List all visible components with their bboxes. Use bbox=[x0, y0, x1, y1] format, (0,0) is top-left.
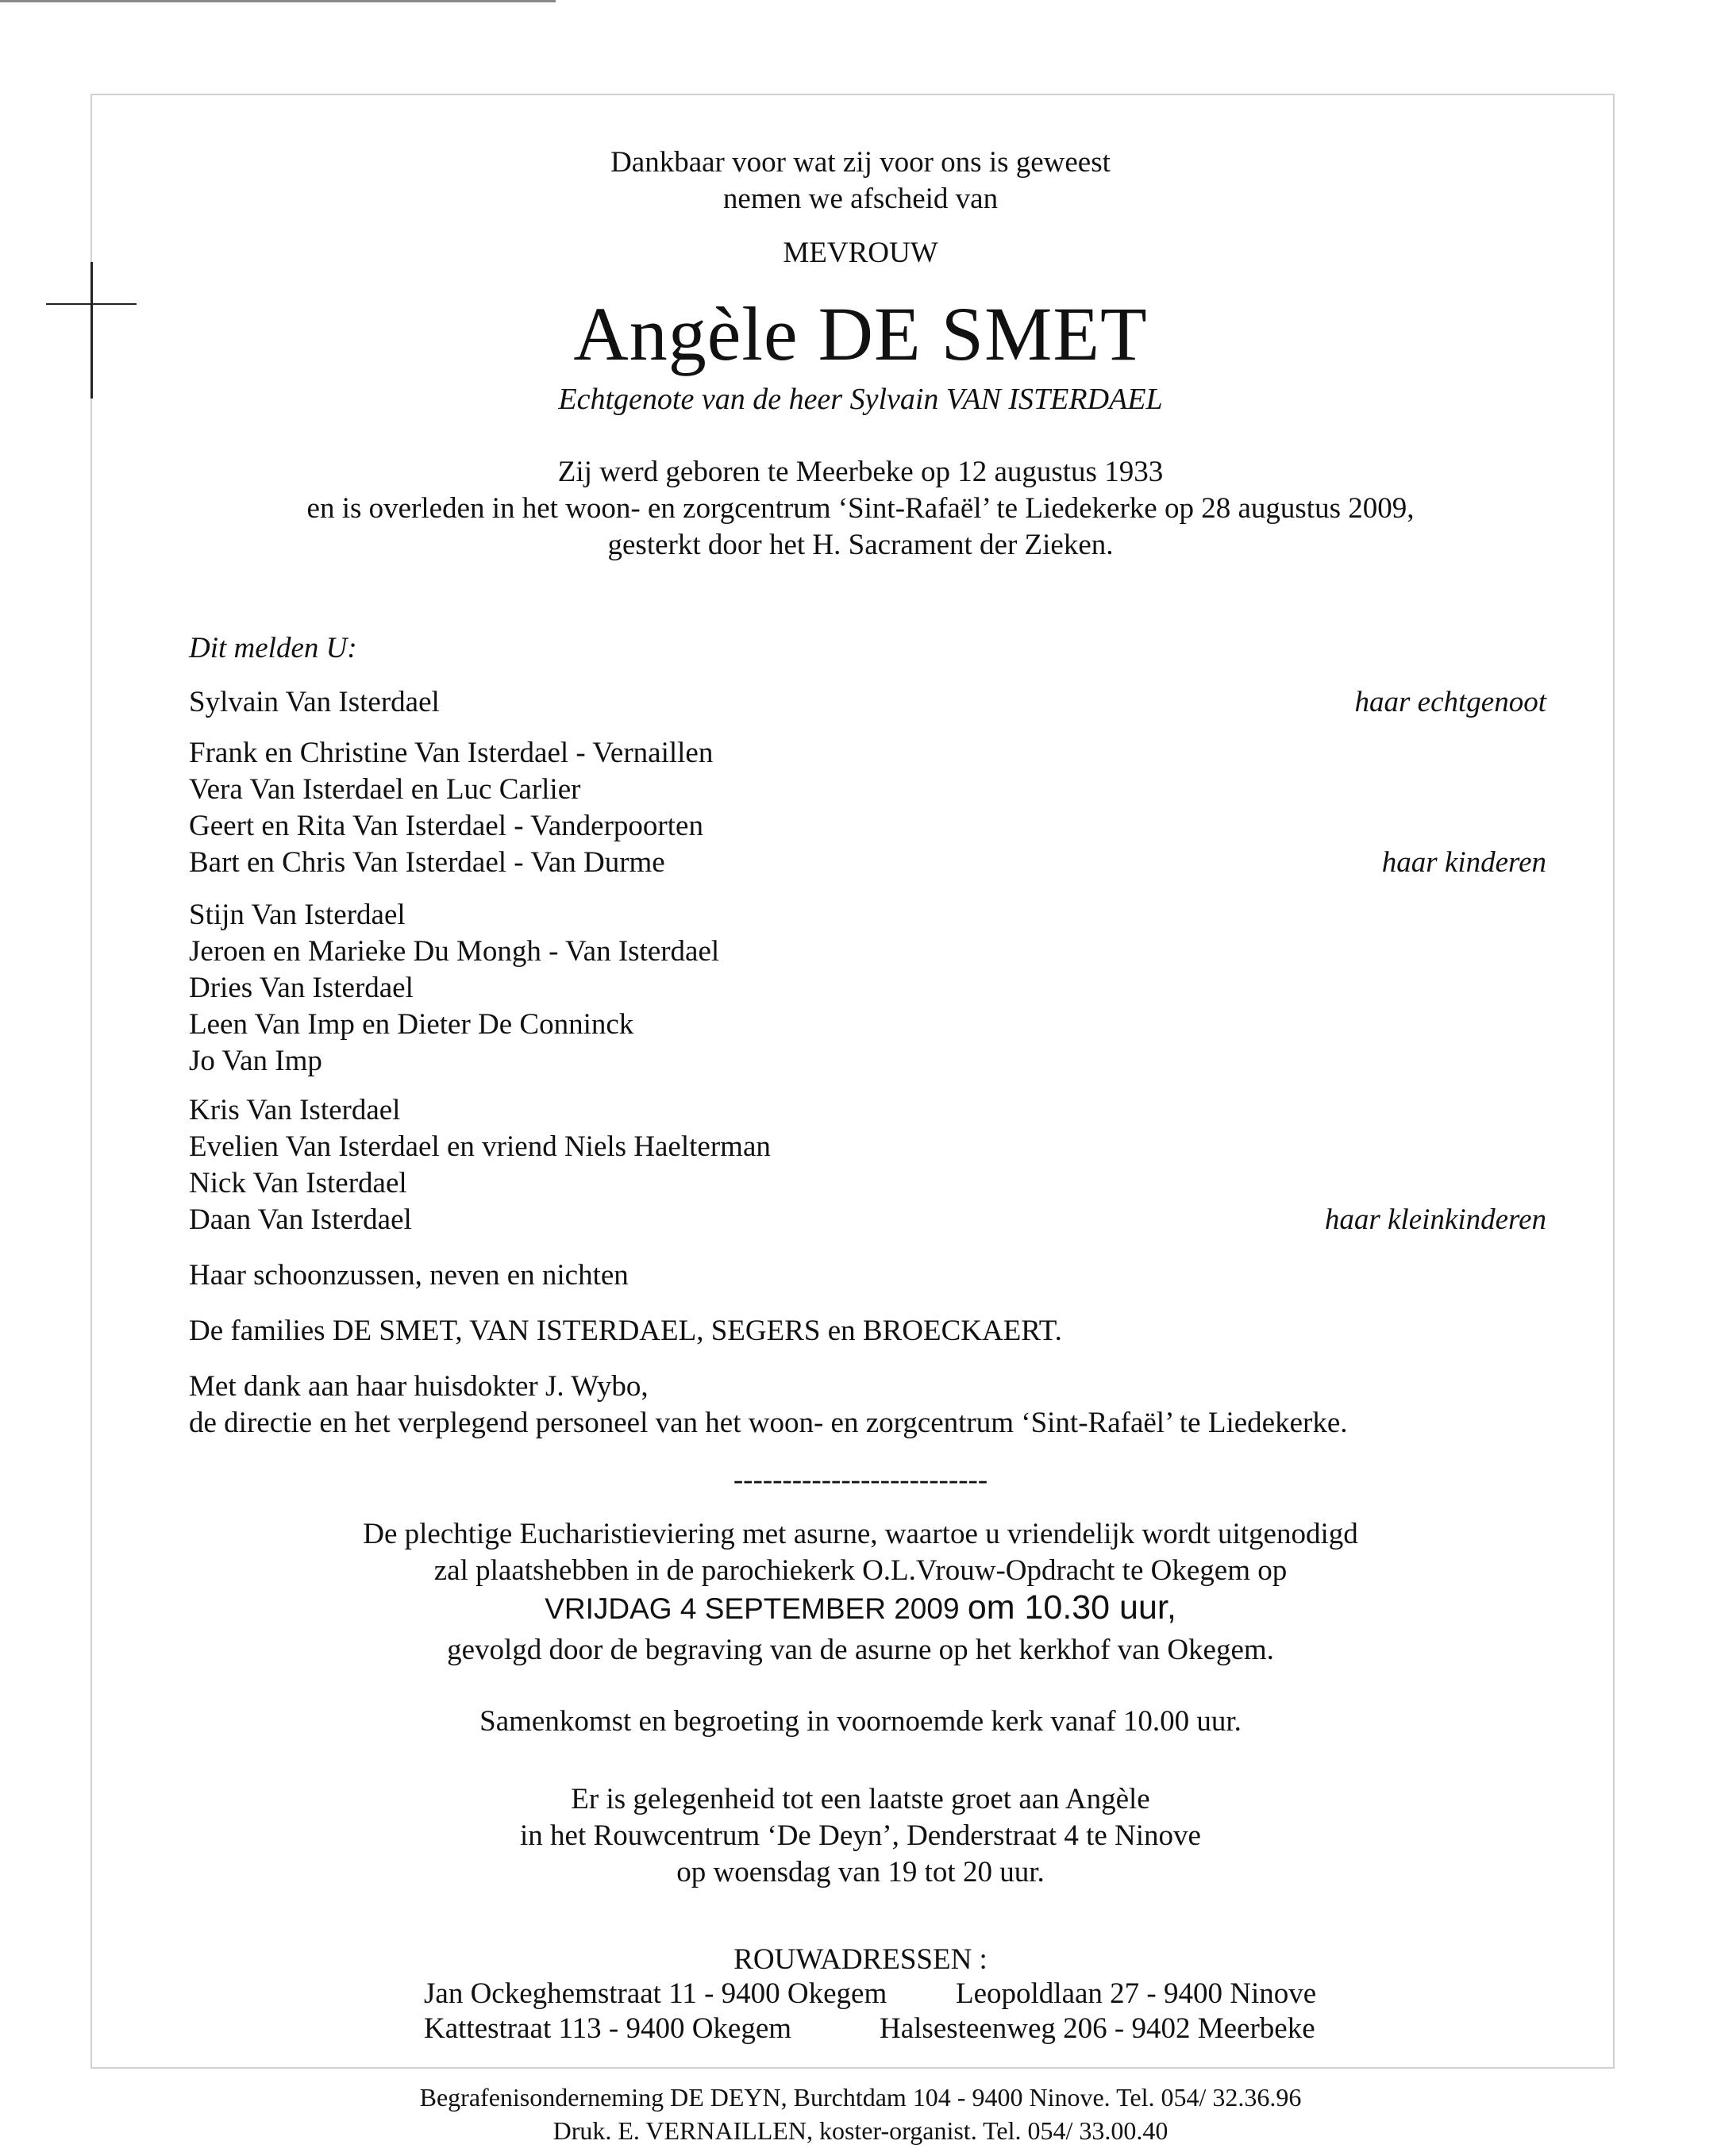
gathering-line: Samenkomst en begroeting in voornoemde kerk vanaf 10.00 uur. bbox=[479, 1705, 1242, 1738]
grandchild-line: Daan Van Isterdael bbox=[189, 1203, 412, 1236]
intro-line-1: Dankbaar voor wat zij voor ons is geweest bbox=[610, 146, 1111, 179]
families-line: De families DE SMET, VAN ISTERDAEL, SEGERS en BROECKAERT. bbox=[189, 1315, 1062, 1347]
service-line-2: zal plaatshebben in de parochiekerk O.L.Vrouw-Opdracht te Okegem op bbox=[433, 1554, 1288, 1587]
grandchild-line: Kris Van Isterdael bbox=[189, 1094, 401, 1126]
sacrament-line: gesterkt door het H. Sacrament der Zieken. bbox=[607, 529, 1114, 561]
birth-line: Zij werd geboren te Meerbeke op 12 augustus 1933 bbox=[557, 456, 1164, 488]
grandchildren-label: haar kleinkinderen bbox=[1324, 1203, 1546, 1236]
child-line: Vera Van Isterdael en Luc Carlier bbox=[189, 773, 581, 806]
grandchild-line: Stijn Van Isterdael bbox=[189, 899, 406, 931]
farewell-line-1: Er is gelegenheid tot een laatste groet aan Angèle bbox=[571, 1783, 1150, 1815]
child-line: Bart en Chris Van Isterdael - Van Durme bbox=[189, 846, 665, 879]
spouse-name: Sylvain Van Isterdael bbox=[189, 686, 440, 718]
service-line-4: gevolgd door de begraving van de asurne op het kerkhof van Okegem. bbox=[447, 1634, 1274, 1666]
address-3: Kattestraat 113 - 9400 Okegem bbox=[424, 2012, 792, 2045]
service-line-1: De plechtige Eucharistieviering met asurne, waartoe u vriendelijk wordt uitgenodigd bbox=[363, 1518, 1358, 1550]
farewell-line-2: in het Rouwcentrum ‘De Deyn’, Denderstraat 4 te Ninove bbox=[520, 1819, 1201, 1852]
intro-line-2: nemen we afscheid van bbox=[722, 183, 999, 215]
inlaws-line: Haar schoonzussen, neven en nichten bbox=[189, 1259, 629, 1292]
grandchild-line: Nick Van Isterdael bbox=[189, 1167, 407, 1199]
grandchild-line: Dries Van Isterdael bbox=[189, 972, 414, 1004]
intro-title: MEVROUW bbox=[783, 237, 938, 269]
footer-undertaker: Begrafenisonderneming DE DEYN, Burchtdam 104 - 9400 Ninove. Tel. 054/ 32.36.96 bbox=[419, 2083, 1302, 2112]
children-label: haar kinderen bbox=[1381, 846, 1546, 879]
death-line: en is overleden in het woon- en zorgcentrum ‘Sint-Rafaël’ te Liedekerke op 28 augustus 2009, bbox=[306, 492, 1415, 525]
grandchild-line: Jo Van Imp bbox=[189, 1045, 322, 1077]
address-1: Jan Ockeghemstraat 11 - 9400 Okegem bbox=[424, 1977, 887, 2010]
service-date: VRIJDAG 4 SEPTEMBER 2009 bbox=[545, 1592, 960, 1625]
service-datetime bbox=[0, 1589, 1721, 1627]
child-line: Frank en Christine Van Isterdael - Vernaillen bbox=[189, 737, 714, 769]
deceased-spouse: Echtgenote van de heer Sylvain VAN ISTERDAEL bbox=[558, 383, 1163, 416]
child-line: Geert en Rita Van Isterdael - Vanderpoorten bbox=[189, 810, 703, 842]
separator: -------------------------- bbox=[733, 1464, 988, 1496]
service-time: om 10.30 uur, bbox=[967, 1588, 1176, 1627]
addresses-heading: ROUWADRESSEN : bbox=[733, 1943, 988, 1976]
announce-line: Dit melden U: bbox=[189, 632, 357, 664]
footer-printer: Druk. E. VERNAILLEN, koster-organist. Tel. 054/ 33.00.40 bbox=[552, 2116, 1169, 2145]
grandchild-line: Leen Van Imp en Dieter De Conninck bbox=[189, 1008, 634, 1041]
address-2: Leopoldlaan 27 - 9400 Ninove bbox=[956, 1977, 1317, 2010]
thanks-line-1: Met dank aan haar huisdokter J. Wybo, bbox=[189, 1370, 649, 1403]
thanks-line-2: de directie en het verplegend personeel van het woon- en zorgcentrum ‘Sint-Rafaël’ te Liedekerke. bbox=[189, 1407, 1348, 1439]
grandchild-line: Jeroen en Marieke Du Mongh - Van Isterdael bbox=[189, 935, 720, 968]
scan-edge-line bbox=[0, 0, 556, 2]
grandchild-line: Evelien Van Isterdael en vriend Niels Haelterman bbox=[189, 1130, 771, 1163]
deceased-name: Angèle DE SMET bbox=[573, 291, 1148, 376]
spouse-label: haar echtgenoot bbox=[1354, 686, 1546, 718]
farewell-line-3: op woensdag van 19 tot 20 uur. bbox=[676, 1856, 1045, 1888]
address-4: Halsesteenweg 206 - 9402 Meerbeke bbox=[880, 2012, 1315, 2045]
